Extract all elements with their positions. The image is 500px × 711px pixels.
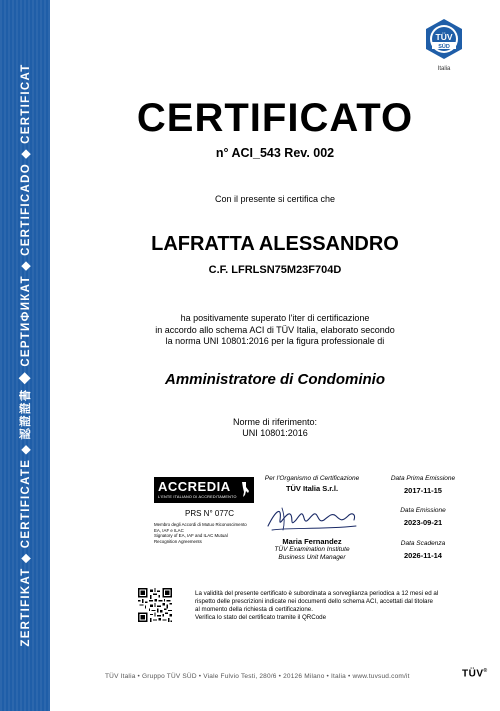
membership-line: Signatory of EA, IAF and ILAC Mutual: [154, 533, 228, 539]
accredia-membership: [154, 522, 256, 544]
norme-label: Norme di riferimento:: [232, 417, 318, 427]
first-emission-value: 2017-11-15: [404, 486, 442, 495]
accredia-subtitle: L'ENTE ITALIANO DI ACCREDITAMENTO: [158, 495, 237, 499]
certification-body: [262, 475, 362, 493]
membership-line: Membro degli Accordi di Mutuo Riconoscimento: [154, 522, 247, 527]
footer-logo-mark: ®: [483, 668, 488, 674]
expiry-date: [378, 540, 468, 560]
certificate-number: n° ACI_543 Rev. 002: [215, 146, 335, 160]
fiscal-code: C.F. LFRLSN75M23F704D: [208, 264, 342, 276]
statement-line: ha positivamente superato l'iter di certificazione: [180, 313, 370, 323]
holder-name: LAFRATTA ALESSANDRO: [151, 233, 399, 255]
notice-line: rispetto delle prescrizioni indicate nei documenti dello schema ACI, accettati dal titolare: [195, 598, 433, 605]
footer-logo-text: TÜV: [462, 668, 484, 680]
membership-line: EA, IAF e ILAC: [154, 527, 184, 533]
italy-shape-icon: [241, 481, 250, 498]
qr-code-icon[interactable]: [138, 588, 172, 622]
accredia-name: ACCREDIA: [158, 479, 231, 494]
statement-line: la norma UNI 10801:2016 per la figura professionale di: [165, 336, 385, 346]
prs-number: PRS N° 077C: [185, 509, 234, 518]
per-organism-label: Per l'Organismo di Certificazione: [264, 475, 360, 482]
signatory-role: [262, 546, 362, 562]
role-line: TÜV Examination Institute: [274, 546, 350, 553]
tuv-logo-brand: TÜV: [435, 32, 453, 42]
tuv-sud-logo-graphic: [422, 18, 466, 60]
emission-label: Data Emissione: [400, 507, 446, 514]
first-emission-label: Data Prima Emissione: [390, 475, 456, 482]
signature-icon: [262, 500, 362, 536]
accredia-logo-icon: [154, 477, 254, 503]
reference-standards: [50, 417, 500, 439]
professional-profile: Amministratore di Condominio: [164, 371, 385, 388]
footer-tuv-logo-icon: [462, 668, 488, 679]
emission-value: 2023-09-21: [403, 518, 443, 527]
notice-line: La validità del presente certificato è subordinata a sorveglianza periodica a 12 mesi ed al: [195, 590, 439, 597]
validity-notice: [195, 590, 495, 622]
signatory-name: Maria Fernandez: [282, 537, 342, 546]
expiry-label: Data Scadenza: [400, 540, 446, 547]
role-line: Business Unit Manager: [278, 554, 346, 561]
tuv-logo-sub: SÜD: [438, 44, 450, 50]
statement-line: in accordo allo schema ACI di TÜV Italia, elaborato secondo: [155, 324, 395, 335]
certification-statement: [50, 313, 500, 348]
side-stripe-text: ZERTIFIKAT ◆ CERTIFICATE ◆ 認證證書 ◆ СЕРТИФИКАТ ◆ CERTIFICADO ◆ CERTIFICAT: [20, 63, 32, 647]
side-stripe: [0, 0, 50, 711]
tuv-logo-country: Italia: [437, 66, 451, 72]
expiry-value: 2026-11-14: [404, 551, 442, 560]
tuv-sud-logo-icon: [422, 18, 466, 72]
emission-date: [378, 507, 468, 527]
certificate-title: CERTIFICATO: [136, 96, 414, 140]
first-emission-date: [378, 475, 468, 495]
footer-address: TÜV Italia • Gruppo TÜV SÜD • Viale Fulvio Testi, 280/6 • 20126 Milano • Italia • www.tuvsud.com/it: [105, 673, 410, 680]
norme-value: UNI 10801:2016: [242, 428, 308, 438]
notice-line: al momento della richiesta di certificazione.: [195, 606, 313, 613]
organism-name: TÜV Italia S.r.l.: [285, 484, 339, 493]
membership-line: Recognition Agreements: [154, 538, 202, 544]
notice-line: Verifica lo stato del certificato tramite il QRCode: [195, 614, 327, 621]
certificate-intro: Con il presente si certifica che: [214, 194, 336, 204]
